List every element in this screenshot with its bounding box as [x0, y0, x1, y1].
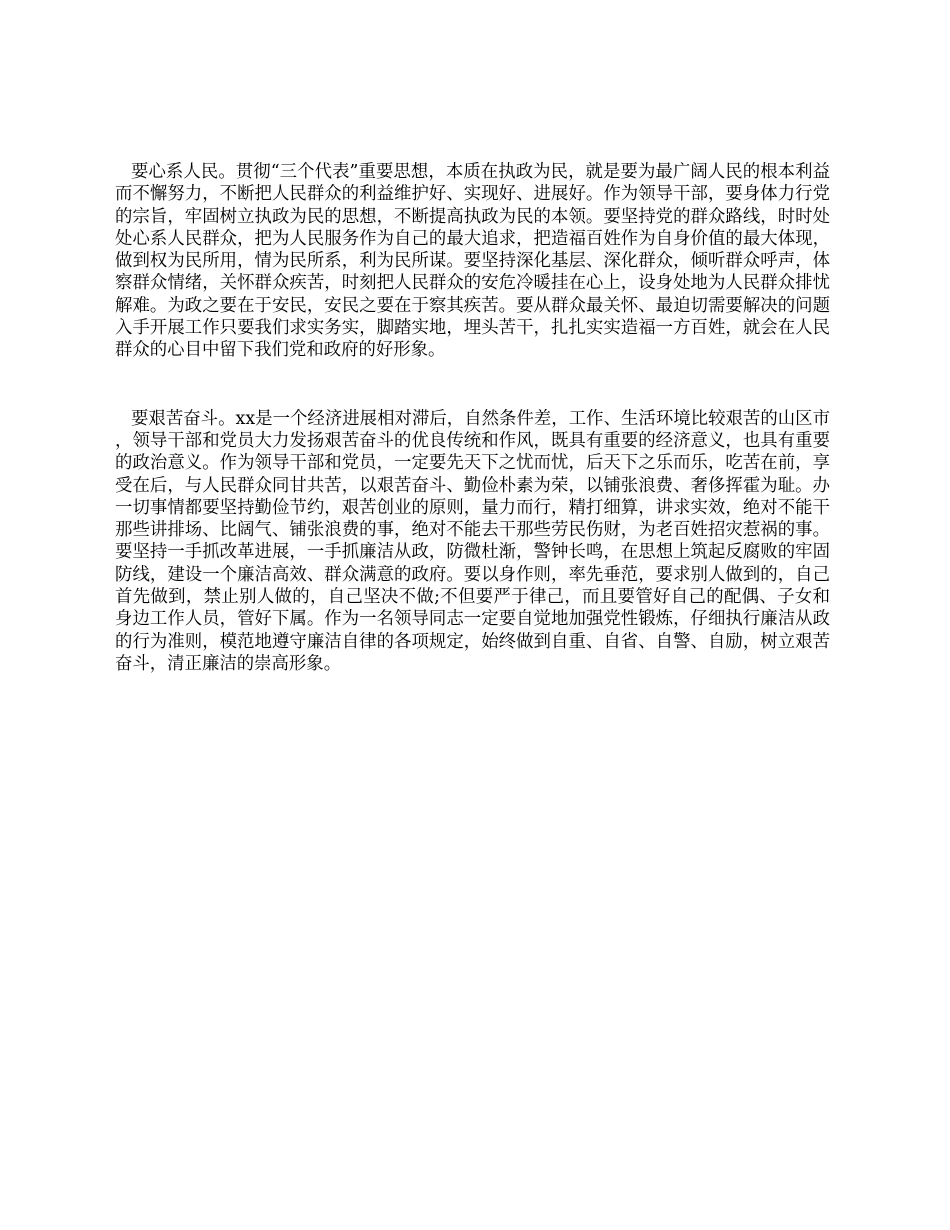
paragraph-serve-people: 要心系人民。贯彻“三个代表”重要思想，本质在执政为民，就是要为最广阔人民的根本利益而不懈努力，不断把人民群众的利益维护好、实现好、进展好。作为领导干部，要身体力行党的宗旨，牢固树立执政为民的思想，不断提高执政为民的本领。要坚持党的群众路线，时时处处心系人民群众，把为人民服务作为自己的最大追求，把造福百姓作为自身价值的最大体现，做到权为民所用，情为民所系，利为民所谋。要坚持深化基层、深化群众，倾听群众呼声，体察群众情绪，关怀群众疾苦，时刻把人民群众的安危冷暖挂在心上，设身处地为人民群众排忧解难。为政之要在于安民，安民之要在于察其疾苦。要从群众最关怀、最迫切需要解决的问题入手开展工作只要我们求实务实，脚踏实地，埋头苦干，扎扎实实造福一方百姓，就会在人民群众的心目中留下我们党和政府的好形象。	[115, 162, 830, 361]
document-body	[115, 161, 830, 675]
paragraph-hard-work: 要艰苦奋斗。xx是一个经济进展相对滞后，自然条件差，工作、生活环境比较艰苦的山区市，领导干部和党员大力发扬艰苦奋斗的优良传统和作风，既具有重要的经济意义，也具有重要的政治意义。作为领导干部和党员，一定要先天下之忧而忧，后天下之乐而乐，吃苦在前，享受在后，与人民群众同甘共苦，以艰苦奋斗、勤俭朴素为荣，以铺张浪费、奢侈挥霍为耻。办一切事情都要坚持勤俭节约，艰苦创业的原则，量力而行，精打细算，讲求实效，绝对不能干那些讲排场、比阔气、铺张浪费的事，绝对不能去干那些劳民伤财，为老百姓招灾惹祸的事。要坚持一手抓改革进展，一手抓廉洁从政，防微杜渐，警钟长鸣，在思想上筑起反腐败的牢固防线，建设一个廉洁高效、群众满意的政府。要以身作则，率先垂范，要求别人做到的，自己首先做到，禁止别人做的，自己坚决不做;不但要严于律己，而且要管好自己的配偶、子女和身边工作人员，管好下属。作为一名领导同志一定要自觉地加强党性锻炼，仔细执行廉洁从政的行为准则，模范地遵守廉洁自律的各项规定，始终做到自重、自省、自警、自励，树立艰苦奋斗，清正廉洁的崇高形象。	[115, 408, 830, 674]
